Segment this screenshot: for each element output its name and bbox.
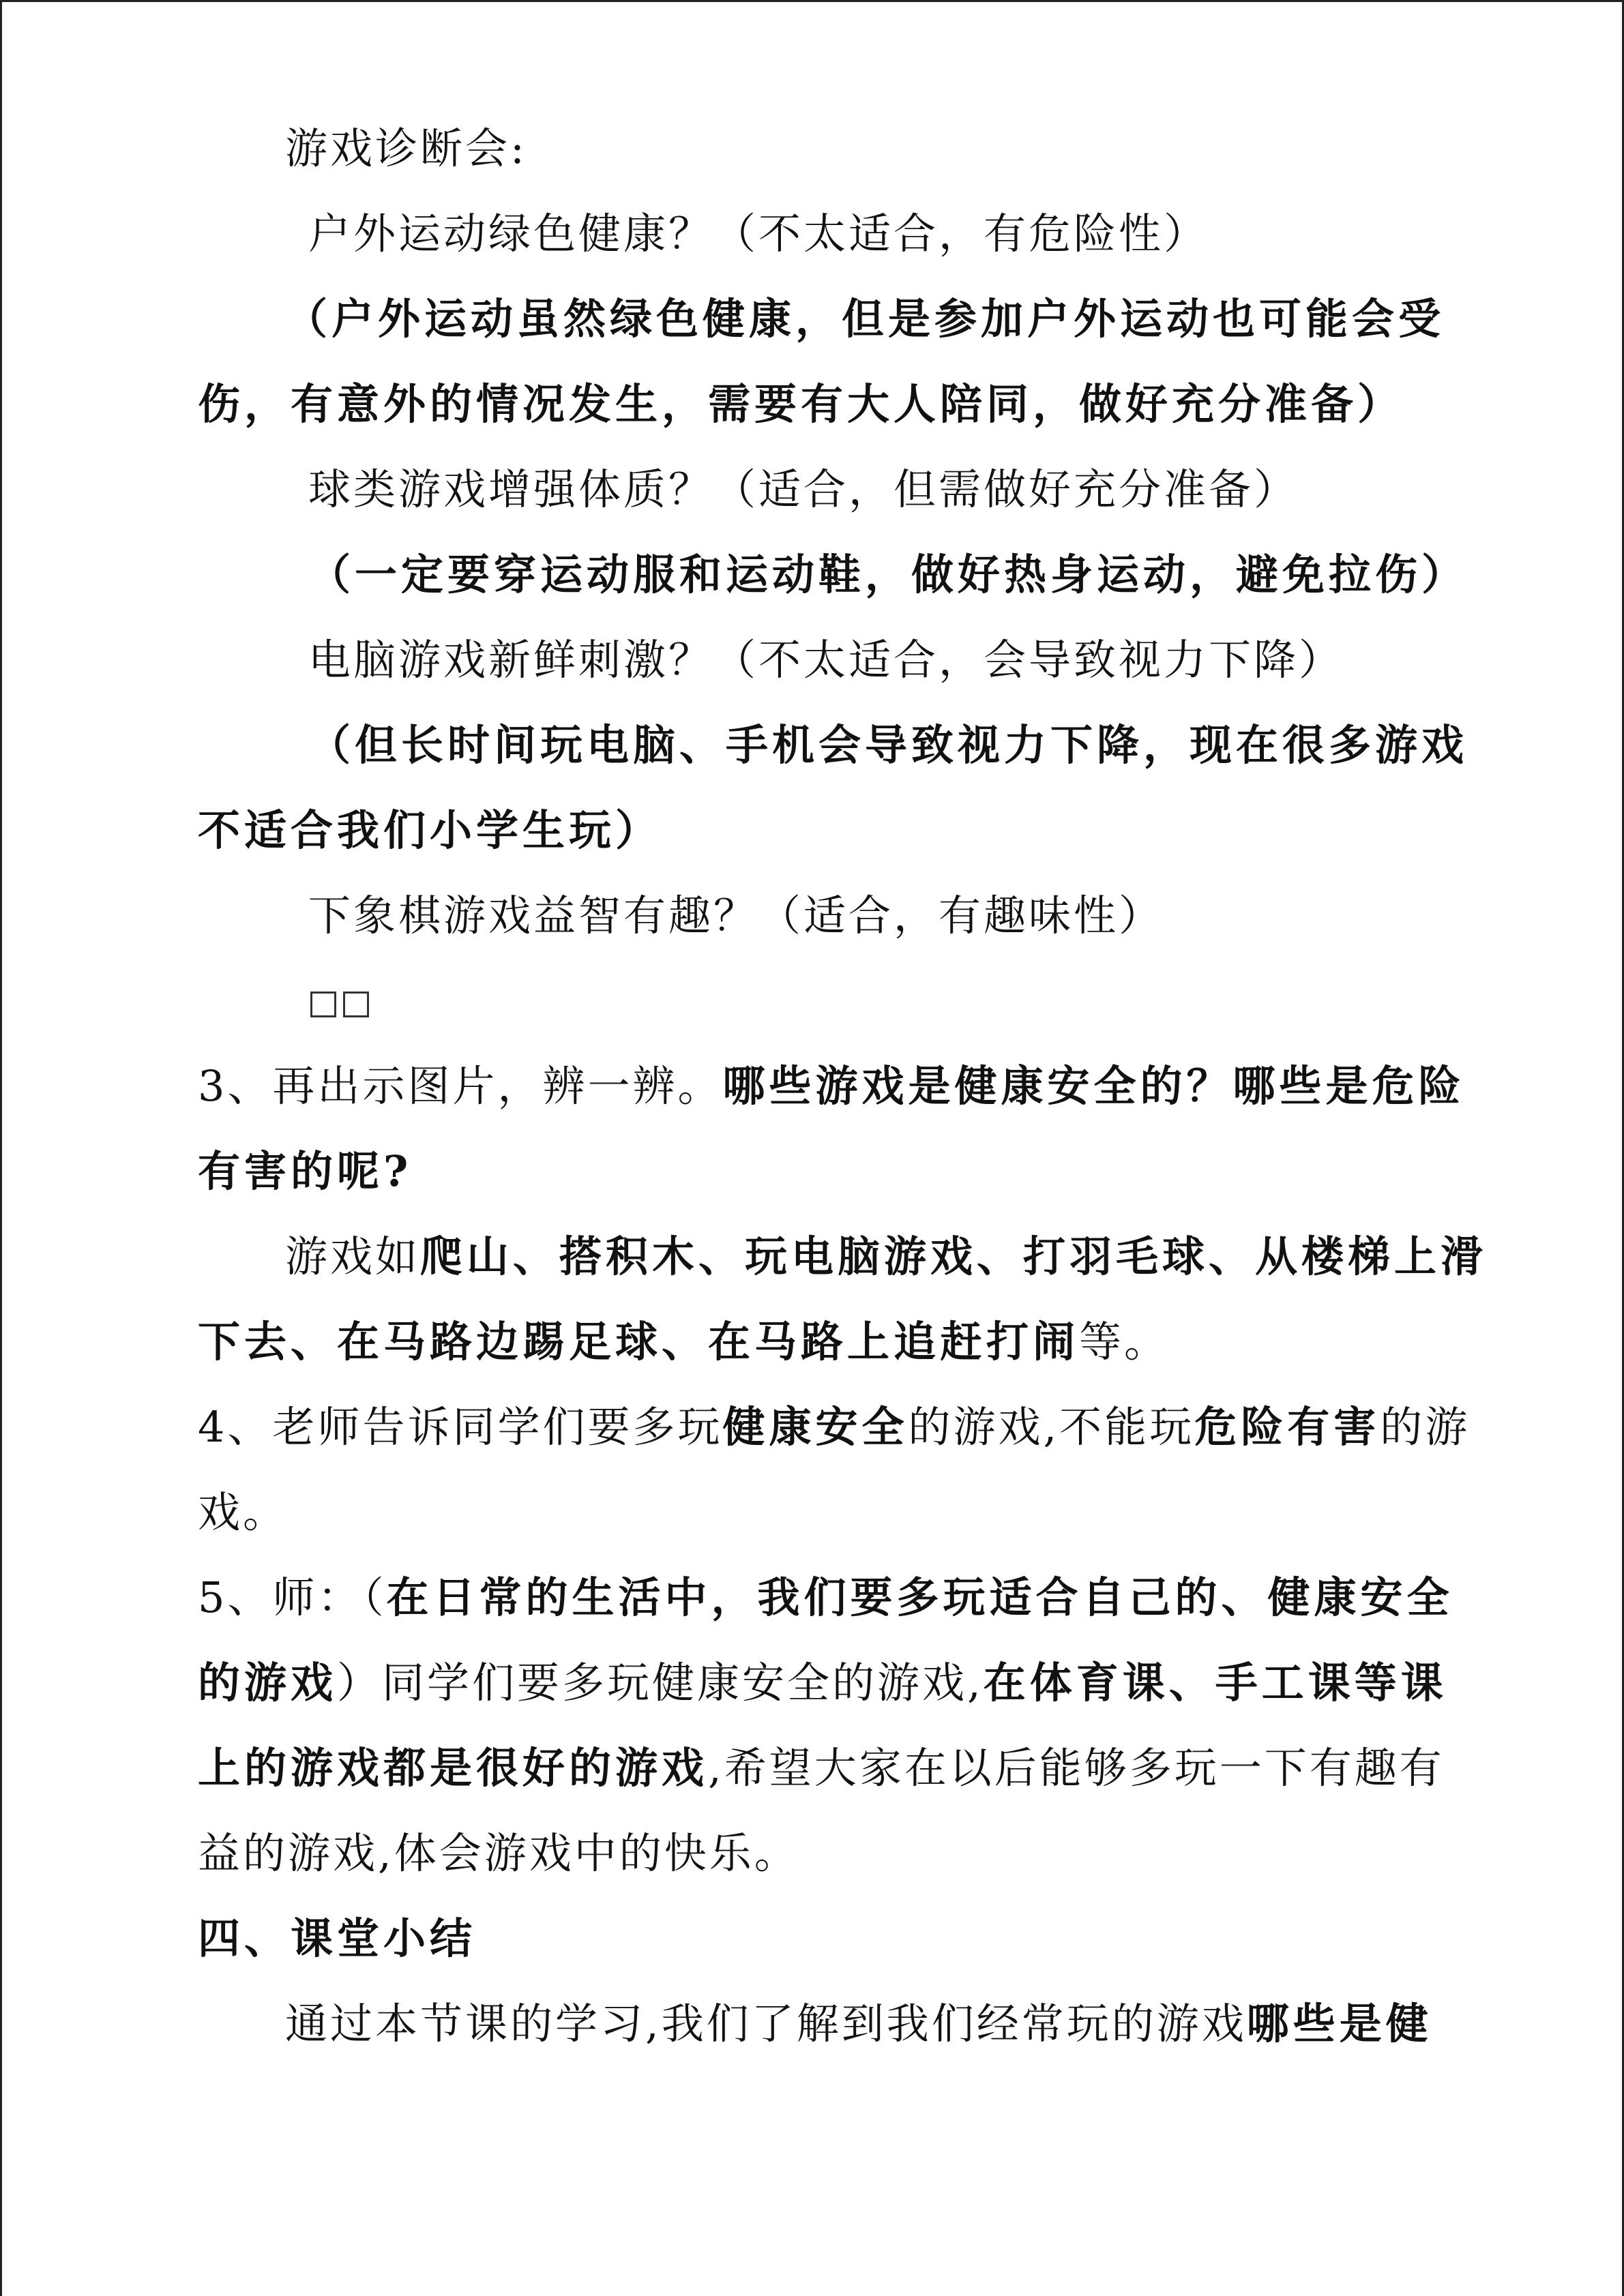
step3-question-end: 有害的呢? (198, 1146, 413, 1196)
games-list-part1: 爬山、搭积木、玩电脑游戏、打羽毛球、从楼梯上滑 (420, 1232, 1488, 1281)
answer-outdoor-line1-text: （户外运动虽然绿色健康，但是参加户外运动也可能会受 (285, 294, 1445, 344)
diagnosis-title-text: 游戏诊断会: (285, 123, 527, 173)
step5-line2 (198, 1653, 1447, 1713)
step5-bold-4: 上的游戏都是很好的游戏 (198, 1743, 709, 1793)
section-heading-text: 四、课堂小结 (198, 1913, 477, 1963)
placeholder-boxes (310, 971, 376, 1031)
step5-teacher: 5、师：（ (198, 1572, 387, 1622)
summary-line1 (285, 1994, 1432, 2054)
step5-bold-2: 的游戏 (198, 1658, 338, 1708)
answer-computer-line2-text: 不适合我们小学生玩） (198, 805, 662, 855)
step4-dangerous-harmful: 危险有害 (1194, 1402, 1381, 1452)
games-suffix: 等。 (1079, 1317, 1170, 1367)
answer-computer-line1-text: （但长时间玩电脑、手机会导致视力下降，现在很多游戏 (308, 720, 1468, 770)
step3-question: 哪些游戏是健康安全的？哪些是危险 (722, 1061, 1465, 1111)
step4-text-1: 4、老师告诉同学们要多玩 (198, 1402, 723, 1452)
section-heading-summary (198, 1909, 476, 1969)
answer-outdoor-line2 (198, 374, 1404, 434)
step5-line3 (198, 1738, 1445, 1798)
step4-text-2: 的游戏,不能玩 (908, 1402, 1195, 1452)
answer-ball (308, 545, 1468, 605)
step5-bold-3: 在体育课、手工课等课 (983, 1658, 1447, 1708)
empty-box-icon (310, 992, 336, 1017)
answer-computer-line2 (198, 801, 662, 861)
question-ball (308, 460, 1299, 520)
answer-ball-text: （一定要穿运动服和运动鞋，做好热身运动，避免拉伤） (308, 550, 1468, 599)
diagnosis-title (285, 119, 527, 179)
games-line2 (198, 1312, 1169, 1372)
answer-computer-line1 (308, 715, 1468, 775)
summary-bold: 哪些是健 (1246, 1999, 1432, 2048)
step4-end: 戏。 (198, 1487, 289, 1537)
step5-text-2: ）同学们要多玩健康安全的游戏, (337, 1658, 984, 1708)
step4-line2 (198, 1482, 288, 1542)
question-chess (308, 886, 1164, 946)
question-outdoor-text: 户外运动绿色健康？（不太适合，有危险性） (308, 209, 1209, 258)
step4-healthy-safe: 健康安全 (722, 1402, 909, 1452)
step5-bold-1: 在日常的生活中，我们要多玩适合自己的、健康安全 (386, 1572, 1453, 1622)
step3-prefix: 3、再出示图片，辨一辨。 (198, 1061, 723, 1111)
step5-text-4: 益的游戏,体会游戏中的快乐。 (198, 1828, 799, 1878)
answer-outdoor-line1 (285, 289, 1445, 349)
step3-line1 (198, 1056, 1464, 1116)
step5-line4 (198, 1823, 799, 1883)
empty-box-icon (343, 992, 369, 1017)
question-computer (308, 630, 1344, 690)
answer-outdoor-line2-text: 伤，有意外的情况发生，需要有大人陪同，做好充分准备） (198, 379, 1404, 429)
step3-line2 (198, 1142, 412, 1202)
question-ball-text: 球类游戏增强体质？（适合，但需做好充分准备） (308, 464, 1299, 514)
games-line1 (285, 1227, 1487, 1287)
step4-text-3: 的游 (1380, 1402, 1471, 1452)
summary-text: 通过本节课的学习,我们了解到我们经常玩的游戏 (285, 1999, 1247, 2048)
question-computer-text: 电脑游戏新鲜刺激？（不太适合，会导致视力下降） (308, 635, 1344, 685)
step5-line1 (198, 1568, 1453, 1628)
games-prefix: 游戏如 (285, 1232, 421, 1281)
question-chess-text: 下象棋游戏益智有趣？（适合，有趣味性） (308, 891, 1164, 940)
question-outdoor (308, 204, 1209, 264)
step4-line1 (198, 1397, 1470, 1457)
games-list-part2: 下去、在马路边踢足球、在马路上追赶打闹 (198, 1317, 1080, 1367)
step5-text-3: ,希望大家在以后能够多玩一下有趣有 (708, 1743, 1445, 1793)
